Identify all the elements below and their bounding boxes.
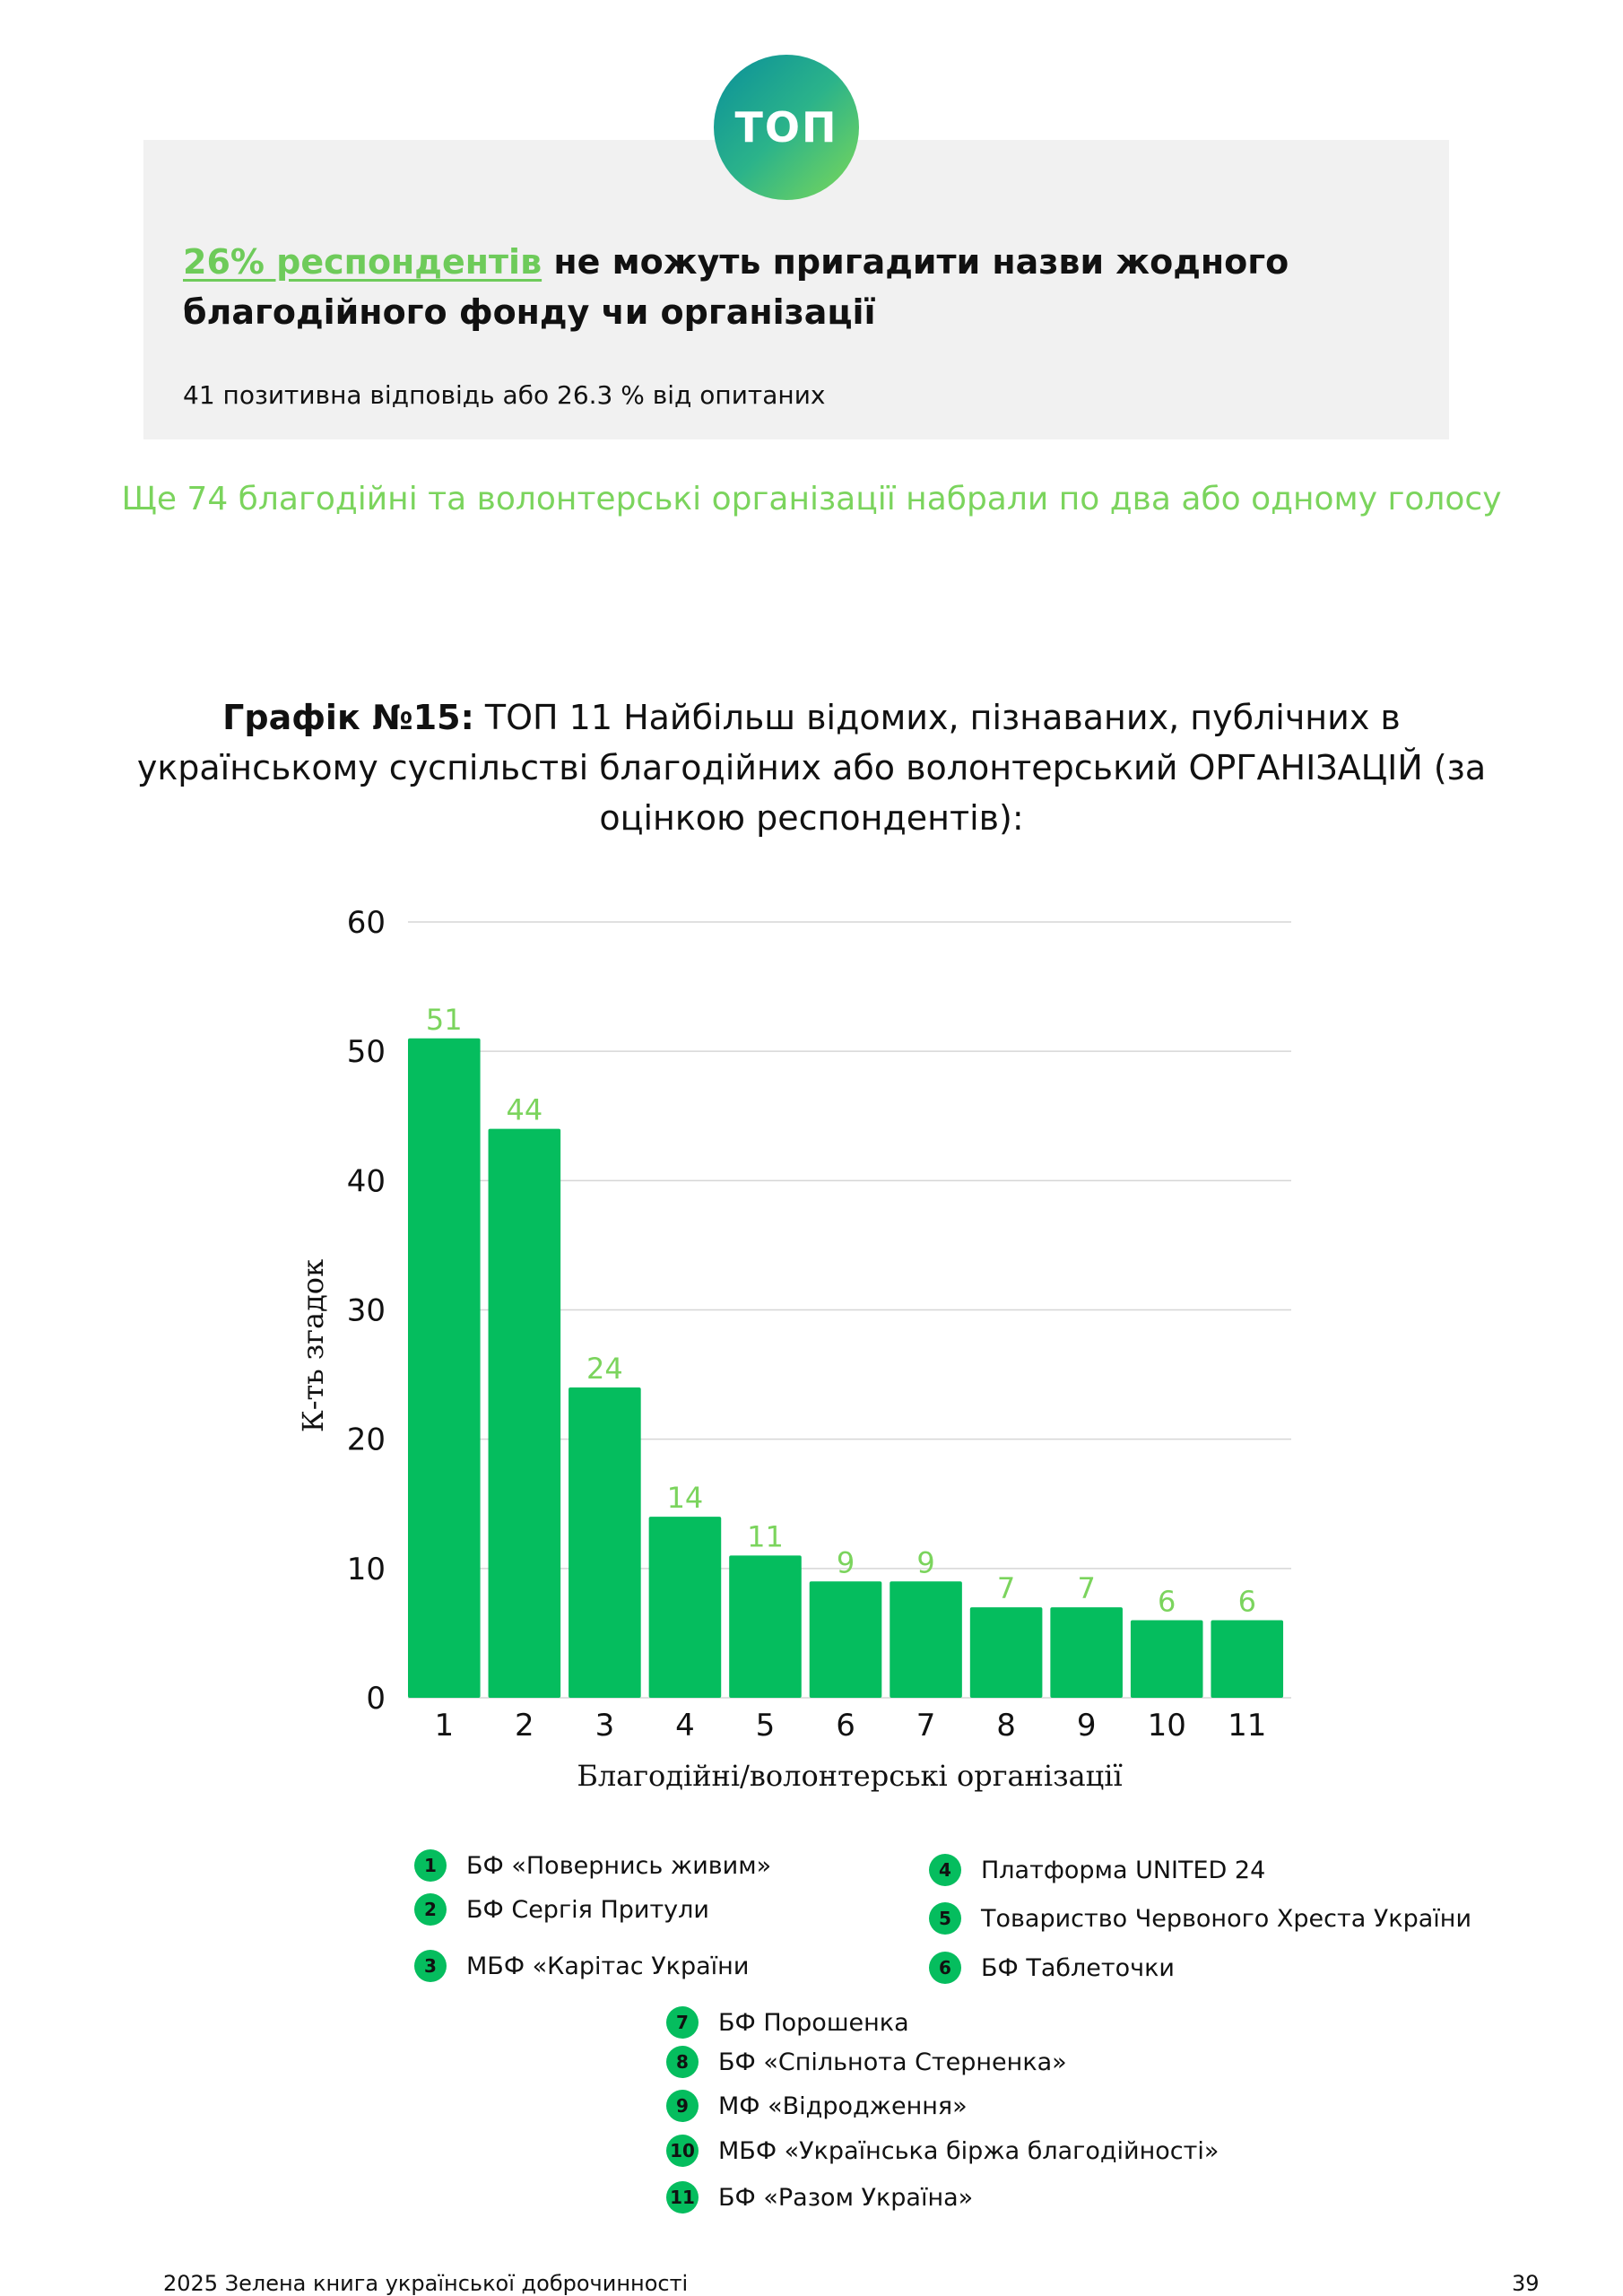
legend-item: [666, 2181, 973, 2213]
legend-item: [414, 1893, 709, 1926]
bar-8: [970, 1607, 1043, 1698]
bar-value-label: 11: [747, 1519, 784, 1554]
legend-label: МБФ «Карітас України: [466, 1952, 750, 1980]
legend-label: БФ «Разом Україна»: [718, 2183, 974, 2212]
chart-title: [108, 692, 1515, 843]
legend-label: МБФ «Українська біржа благодійності»: [718, 2136, 1219, 2165]
chart-title-number: Графік №15:: [222, 698, 474, 737]
footer-title: 2025 Зелена книга української доброчинності: [163, 2271, 689, 2296]
x-tick-label: 1: [434, 1708, 455, 1744]
legend-number-badge: 8: [666, 2046, 699, 2078]
bar-6: [810, 1581, 882, 1698]
bar-9: [1050, 1607, 1123, 1698]
y-tick-label: 10: [346, 1551, 386, 1587]
bar-value-label: 9: [836, 1545, 855, 1580]
legend-label: БФ Таблеточки: [981, 1953, 1175, 1982]
callout-subtext: 41 позитивна відповідь або 26.3 % від опитаних: [183, 380, 826, 410]
legend-item: [929, 1902, 1471, 1935]
bar-value-label: 7: [996, 1571, 1016, 1606]
page-number: 39: [1512, 2271, 1540, 2296]
bar-3: [568, 1387, 641, 1698]
x-tick-label: 10: [1147, 1708, 1186, 1744]
bar-7: [890, 1581, 962, 1698]
legend-item: [929, 1854, 1265, 1886]
callout-headline: [183, 237, 1349, 337]
x-tick-label: 7: [916, 1708, 936, 1744]
bar-10: [1131, 1621, 1203, 1699]
bar-value-label: 6: [1237, 1584, 1256, 1619]
x-tick-label: 11: [1228, 1708, 1267, 1744]
legend-number-badge: 1: [414, 1849, 447, 1882]
x-tick-label: 6: [836, 1708, 855, 1744]
bar-chart: [287, 897, 1327, 1794]
x-tick-label: 9: [1076, 1708, 1097, 1744]
callout-highlight: 26% респондентів: [183, 242, 542, 282]
bar-value-label: 14: [666, 1481, 704, 1516]
more-organizations-note: Ще 74 благодійні та волонтерські організації набрали по два або одному голосу: [121, 481, 1502, 517]
legend-label: БФ Порошенка: [718, 2008, 909, 2037]
legend-number-badge: 7: [666, 2006, 699, 2039]
legend-item: [666, 2046, 1067, 2078]
legend-number-badge: 5: [929, 1902, 961, 1935]
y-tick-label: 50: [346, 1034, 386, 1071]
legend-label: БФ «Повернись живим»: [466, 1851, 772, 1880]
top-badge-label: ТОП: [734, 103, 838, 152]
y-tick-label: 40: [346, 1163, 386, 1200]
bar-value-label: 24: [586, 1352, 623, 1386]
legend-item: [414, 1849, 771, 1882]
legend-item: [666, 2135, 1219, 2167]
bar-4: [649, 1517, 722, 1698]
legend-item: [666, 2090, 968, 2122]
y-tick-label: 30: [346, 1292, 386, 1329]
legend-item: [929, 1952, 1175, 1984]
chart-title-text: ТОП 11 Найбільш відомих, пізнаваних, публічних в українському суспільстві благодійних або волонтерський ОРГАНІЗАЦІЙ (за оцінкою респондентів):: [136, 698, 1487, 838]
legend-label: БФ Сергія Притули: [466, 1895, 709, 1924]
y-tick-label: 0: [366, 1681, 386, 1717]
legend-label: МФ «Відродження»: [718, 2092, 968, 2120]
legend-number-badge: 10: [666, 2135, 699, 2167]
callout-headline-rest: не можуть пригадити назви жодного благодійного фонду чи організації: [183, 242, 1289, 332]
legend-number-badge: 6: [929, 1952, 961, 1984]
legend-label: Платформа UNITED 24: [981, 1856, 1266, 1884]
x-tick-label: 5: [755, 1708, 776, 1744]
bar-value-label: 44: [506, 1092, 543, 1127]
y-axis-label: К-ть згадок: [296, 1258, 330, 1433]
x-tick-label: 8: [996, 1708, 1016, 1744]
legend-number-badge: 9: [666, 2090, 699, 2122]
bar-2: [489, 1129, 561, 1698]
bar-value-label: 9: [916, 1545, 935, 1580]
legend-number-badge: 3: [414, 1950, 447, 1982]
bar-value-label: 6: [1158, 1584, 1176, 1619]
bar-1: [408, 1039, 481, 1698]
bar-11: [1211, 1621, 1283, 1699]
y-tick-label: 60: [346, 905, 386, 941]
y-tick-label: 20: [346, 1422, 386, 1458]
legend-number-badge: 2: [414, 1893, 447, 1926]
legend-label: Товариство Червоного Хреста України: [981, 1904, 1471, 1933]
legend-number-badge: 4: [929, 1854, 961, 1886]
x-axis-label: Благодійні/волонтерські організації: [577, 1759, 1123, 1793]
legend-number-badge: 11: [666, 2181, 699, 2213]
x-tick-label: 2: [515, 1708, 534, 1744]
x-tick-label: 3: [595, 1708, 615, 1744]
legend-item: [414, 1950, 749, 1982]
x-tick-label: 4: [675, 1708, 695, 1744]
bar-value-label: 7: [1077, 1571, 1096, 1606]
bar-5: [729, 1555, 802, 1698]
top-badge: [714, 55, 859, 200]
bar-value-label: 51: [425, 1002, 463, 1037]
legend-label: БФ «Спільнота Стерненка»: [718, 2048, 1067, 2076]
legend-item: [666, 2006, 909, 2039]
